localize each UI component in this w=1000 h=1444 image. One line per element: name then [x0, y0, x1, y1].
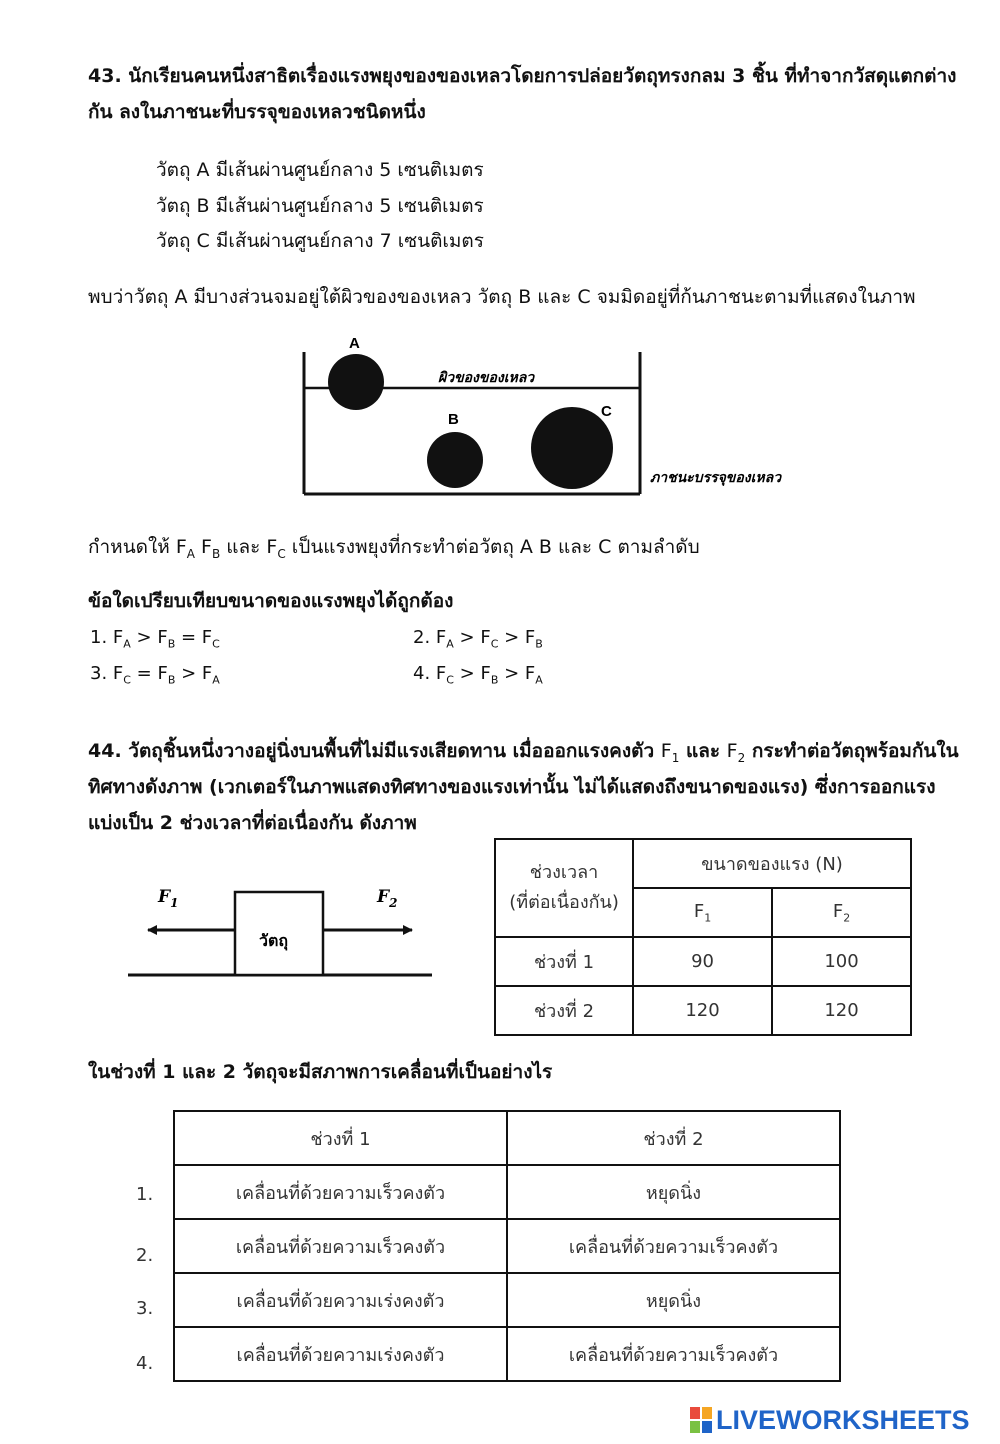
table-row[interactable]	[174, 1219, 840, 1273]
table-row[interactable]	[174, 1273, 840, 1327]
answer-2-period1: เคลื่อนที่ด้วยความเร็วคงตัว	[174, 1219, 507, 1273]
q43-option-3[interactable]: 3. $F_C = F_B > F_A$	[90, 663, 220, 687]
q43-observation: พบว่าวัตถุ A มีบางส่วนจมอยู่ใต้ผิวของของเหลว วัตถุ B และ C จมมิดอยู่ที่ก้นภาชนะตามที่แสดงในภาพ	[88, 286, 916, 308]
q43-object-c: วัตถุ C มีเส้นผ่านศูนย์กลาง 7 เซนติเมตร	[156, 230, 484, 252]
sphere-b	[427, 432, 483, 488]
answer-4-period1: เคลื่อนที่ด้วยความเร่งคงตัว	[174, 1327, 507, 1381]
answer-1-period1: เคลื่อนที่ด้วยความเร็วคงตัว	[174, 1165, 507, 1219]
q43-text-line2: กัน ลงในภาชนะที่บรรจุของเหลวชนิดหนึ่ง	[88, 101, 426, 123]
answer-4-period2: เคลื่อนที่ด้วยความเร็วคงตัว	[507, 1327, 840, 1381]
sphere-c-label: C	[601, 403, 612, 420]
answer-num-4[interactable]: 4.	[136, 1353, 154, 1374]
q43-container-figure	[290, 330, 820, 510]
f2-label: $F_2$	[377, 887, 398, 910]
liquid-surface-label: ผิวของของเหลว	[438, 370, 535, 386]
table-row[interactable]	[174, 1165, 840, 1219]
container-label: ภาชนะบรรจุของเหลว	[650, 470, 782, 486]
liveworksheets-logo[interactable]	[690, 1402, 970, 1438]
q44-text-line1: 44. วัตถุชิ้นหนึ่งวางอยู่นิ่งบนพื้นที่ไม่มีแรงเสียดทาน เมื่อออกแรงคงตัว $F_1$ และ $F_2$ กระทำต่อวัตถุพร้อมกันใน	[88, 740, 959, 765]
answer-num-2[interactable]: 2.	[136, 1245, 154, 1266]
sphere-b-label: B	[448, 411, 459, 428]
q44-text-line2: ทิศทางดังภาพ (เวกเตอร์ในภาพแสดงทิศทางของแรงเท่านั้น ไม่ได้แสดงถึงขนาดของแรง) ซึ่งการออกแรง	[88, 776, 936, 798]
col-f1-header: $F_1$	[633, 888, 772, 937]
force-header: ขนาดของแรง (N)	[633, 839, 911, 888]
option-number: 3.	[90, 663, 113, 684]
sphere-a	[328, 354, 384, 410]
table-row[interactable]	[174, 1327, 840, 1381]
logo-text: LIVEWORKSHEETS	[716, 1404, 970, 1435]
q43-option-2[interactable]: 2. $F_A > F_C > F_B$	[413, 627, 543, 651]
q43-option-4[interactable]: 4. $F_C > F_B > F_A$	[413, 663, 543, 687]
answer-col1-header: ช่วงที่ 1	[174, 1111, 507, 1165]
period-cell: ช่วงที่ 1	[495, 937, 633, 986]
q44-question: ในช่วงที่ 1 และ 2 วัตถุจะมีสภาพการเคลื่อนที่เป็นอย่างไร	[88, 1061, 553, 1083]
col-f2-header: $F_2$	[772, 888, 911, 937]
answer-col2-header: ช่วงที่ 2	[507, 1111, 840, 1165]
f2-cell: 120	[772, 986, 911, 1035]
q43-question: ข้อใดเปรียบเทียบขนาดของแรงพยุงได้ถูกต้อง	[88, 590, 454, 612]
period-header: ช่วงเวลา (ที่ต่อเนื่องกัน)	[495, 839, 633, 937]
answer-3-period1: เคลื่อนที่ด้วยความเร่งคงตัว	[174, 1273, 507, 1327]
q43-define-forces: กำหนดให้ $F_A$ $F_B$ และ $F_C$ เป็นแรงพยุงที่กระทำต่อวัตถุ A B และ C ตามลำดับ	[88, 536, 700, 561]
option-number: 2.	[413, 627, 436, 648]
f2-cell: 100	[772, 937, 911, 986]
f1-label: $F_1$	[158, 887, 179, 910]
option-number: 1.	[90, 627, 113, 648]
sphere-a-label: A	[349, 335, 360, 352]
answer-2-period2: เคลื่อนที่ด้วยความเร็วคงตัว	[507, 1219, 840, 1273]
q44-text-line3: แบ่งเป็น 2 ช่วงเวลาที่ต่อเนื่องกัน ดังภาพ	[88, 812, 417, 834]
q43-object-a: วัตถุ A มีเส้นผ่านศูนย์กลาง 5 เซนติเมตร	[156, 159, 484, 181]
answer-num-1[interactable]: 1.	[136, 1184, 154, 1205]
option-number: 4.	[413, 663, 436, 684]
q43-option-1[interactable]: 1. $F_A > F_B = F_C$	[90, 627, 220, 651]
liveworksheets-logo-icon	[690, 1407, 712, 1433]
answer-3-period2: หยุดนิ่ง	[507, 1273, 840, 1327]
q43-text-line1: 43. นักเรียนคนหนึ่งสาธิตเรื่องแรงพยุงของของเหลวโดยการปล่อยวัตถุทรงกลม 3 ชิ้น ที่ทำจากวัสดุแตกต่าง	[88, 65, 957, 87]
object-box-label: วัตถุ	[259, 931, 289, 950]
q44-force-diagram	[120, 878, 440, 988]
q44-force-table	[494, 838, 912, 1036]
f1-cell: 120	[633, 986, 772, 1035]
table-row	[495, 986, 911, 1035]
answer-1-period2: หยุดนิ่ง	[507, 1165, 840, 1219]
table-row	[495, 937, 911, 986]
period-cell: ช่วงที่ 2	[495, 986, 633, 1035]
answer-num-3[interactable]: 3.	[136, 1298, 154, 1319]
q44-answer-table	[173, 1110, 841, 1382]
f1-cell: 90	[633, 937, 772, 986]
q43-object-b: วัตถุ B มีเส้นผ่านศูนย์กลาง 5 เซนติเมตร	[156, 195, 484, 217]
